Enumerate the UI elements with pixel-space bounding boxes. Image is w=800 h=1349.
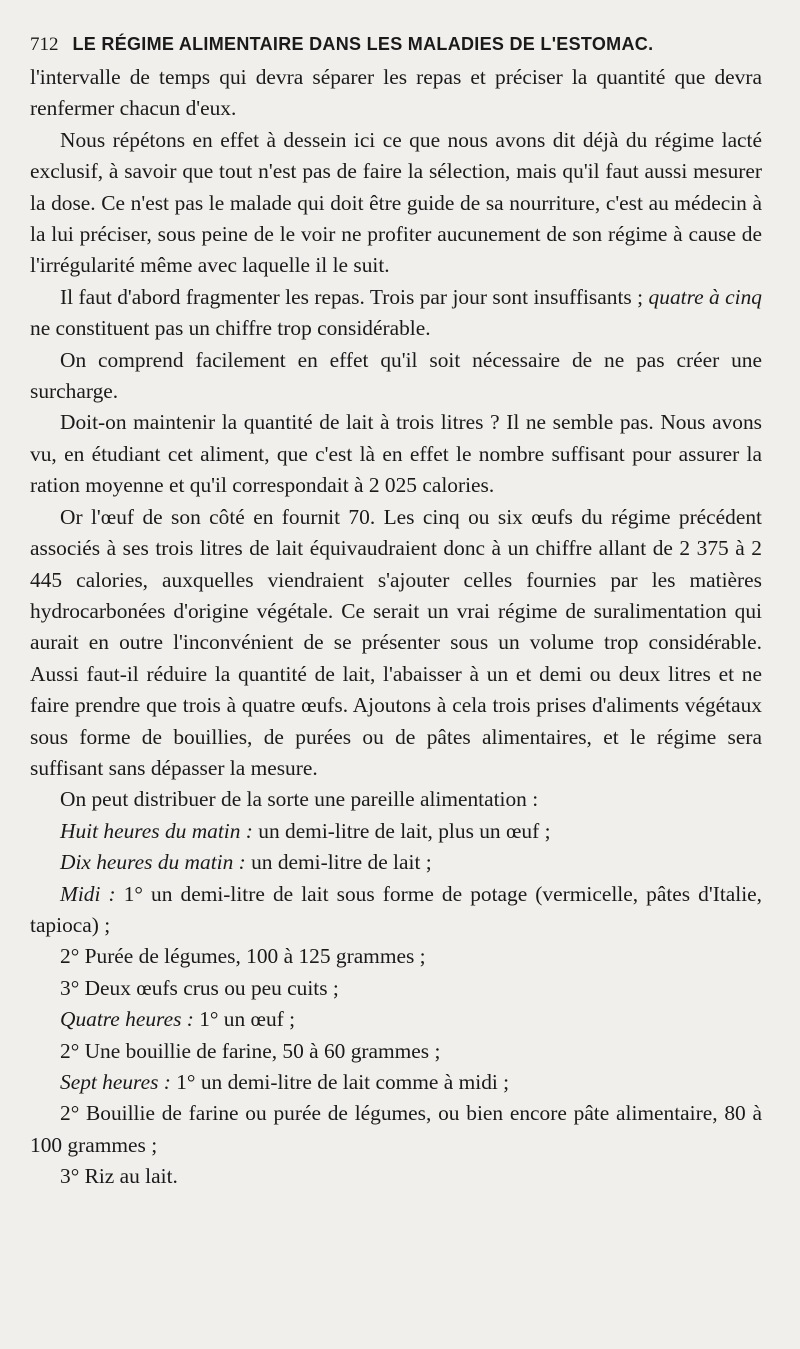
paragraph-2-text-b: ne constituent pas un chiffre trop considérable. [30, 316, 431, 341]
schedule-time-6: Quatre heures : [60, 1007, 194, 1032]
paragraph-2-text-a: Il faut d'abord fragmenter les repas. Trois par jour sont insuffisants ; [60, 284, 649, 309]
schedule-time-2: Dix heures du matin : [60, 850, 246, 875]
paragraph-2 [30, 282, 762, 345]
schedule-line-8 [30, 1067, 762, 1098]
schedule-text-1: un demi-litre de lait, plus un œuf ; [252, 818, 551, 843]
schedule-time-1: Huit heures du matin : [60, 818, 253, 843]
paragraph-6: On peut distribuer de la sorte une pareille alimentation : [60, 787, 539, 812]
paragraph-2-emphasis: quatre à cinq [648, 284, 763, 309]
paragraph-4: Doit-on maintenir la quantité de lait à trois litres ? Il ne semble pas. Nous avons vu, en étudiant cet aliment, que c'est là en effet le nombre suffisant pour assurer la ration moyenne et qu'il correspondait à 2 025 calories. [30, 410, 762, 498]
schedule-text-8: 1° un demi-litre de lait comme à midi ; [170, 1070, 510, 1094]
schedule-line-5: 3° Deux œufs crus ou peu cuits ; [60, 975, 339, 1000]
paragraph-1: Nous répétons en effet à dessein ici ce que nous avons dit déjà du régime lacté exclusif, à savoir que tout n'est pas de faire la sélection, mais qu'il faut aussi mesurer la dose. Ce n'est pas le malade qui doit être guide de sa nourriture, c'est au médecin à la lui préciser, sous peine de le voir ne profiter aucunement de son régime à cause de l'irrégularité même avec laquelle il le suit. [30, 127, 762, 278]
running-head [30, 34, 762, 56]
schedule-text-2: un demi-litre de lait ; [245, 850, 432, 875]
paragraph-3: On comprend facilement en effet qu'il soit nécessaire de ne pas créer une surcharge. [30, 347, 762, 404]
schedule-line-2 [30, 847, 762, 878]
schedule-text-3: 1° un demi-litre de lait sous forme de potage (vermicelle, pâtes d'Italie, tapioca) ; [30, 881, 763, 937]
paragraph-0: l'intervalle de temps qui devra séparer les repas et préciser la quantité que devra renfermer chacun d'eux. [30, 65, 762, 121]
page-number: 712 [30, 34, 59, 55]
chapter-title: LE RÉGIME ALIMENTAIRE DANS LES MALADIES DE L'ESTOMAC. [72, 34, 654, 54]
body-text [30, 62, 762, 1193]
schedule-line-7: 2° Une bouillie de farine, 50 à 60 grammes ; [60, 1038, 441, 1063]
schedule-time-3: Midi : [60, 881, 116, 906]
schedule-line-3 [30, 879, 762, 942]
schedule-text-6: 1° un œuf ; [193, 1007, 296, 1032]
schedule-time-8: Sept heures : [60, 1070, 171, 1094]
schedule-line-6 [30, 1004, 762, 1035]
schedule-line-4: 2° Purée de légumes, 100 à 125 grammes ; [60, 944, 426, 969]
paragraph-5: Or l'œuf de son côté en fournit 70. Les cinq ou six œufs du régime précédent associés à ses trois litres de lait équivaudraient donc à un chiffre allant de 2 375 à 2 445 calories, auxquelles viendraient s'ajouter celles fournies par les matières hydrocarbonées d'origine végétale. Ce serait un vrai régime de suralimentation qui aurait en outre l'inconvénient de se présenter sous un volume trop considérable. Aussi faut-il réduire la quantité de lait, l'abaisser à un et demi ou deux litres et ne faire prendre que trois à quatre œufs. Ajoutons à cela trois prises d'aliments végétaux sous forme de bouillies, de purées ou de pâtes alimentaires, et le régime sera suffisant sans dépasser la mesure. [30, 504, 762, 780]
schedule-line-9: 2° Bouillie de farine ou purée de légumes, ou bien encore pâte alimentaire, 80 à 100 grammes ; [30, 1101, 762, 1157]
schedule-line-1 [30, 816, 762, 847]
schedule-line-10: 3° Riz au lait. [60, 1164, 178, 1189]
